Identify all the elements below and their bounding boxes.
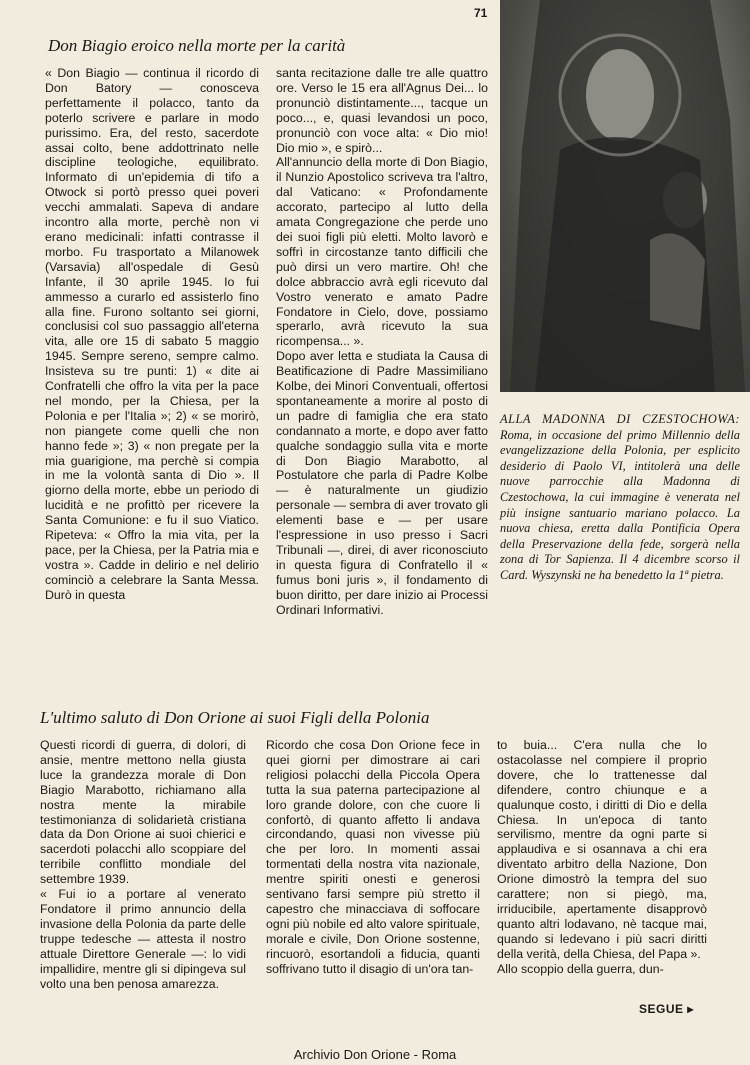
section-2-column-3: to buia... C'era nulla che lo ostacolasse nel compiere il proprio dovere, che lo trattenesse dal difendere, contro chiunque e a qualunque costo, i diritti di Dio e della Chiesa. In un'epoca di tanto servilismo, mentre da ogni parte si applaudiva e si osannava a chi era diventato arbitro della Nazione, Don Orione dimostrò la tempra del suo carattere; non si piegò, ma, irriducibile, apertamente disapprovò quanto altri lodavano, nè tacque mai, quando si ledevano i più sacri diritti della verità, della Chiesa, del Papa ». Allo scoppio della guerra, dun- — [497, 738, 707, 976]
page-number: 71 — [474, 6, 488, 20]
continue-label: SEGUE ▸ — [639, 1002, 694, 1016]
caption-text: Roma, in occasione del primo Millennio della evangelizzazione della Polonia, per esplicito desiderio di Paolo VI, intitolerà una delle nuove parrocchie alla Madonna di Czestochowa, la cui immagine è venerata nel più insigne santuario mariano polacco. La nuova chiesa, eretta dalla Pontificia Opera della Preservazione della fede, sorgerà nella zona di Tor Sapienza. Il 4 dicembre scorso il Card. Wyszynski ne ha benedetto la 1ª pietra. — [500, 427, 740, 582]
caption-lead: ALLA MADONNA DI CZESTOCHOWA: — [500, 412, 740, 426]
section-2-title: L'ultimo saluto di Don Orione ai suoi Figli della Polonia — [40, 708, 430, 727]
archive-footer: Archivio Don Orione - Roma — [293, 1047, 457, 1062]
madonna-icon — [500, 0, 750, 392]
section-1-column-1: « Don Biagio — continua il ricordo di Don Batory — conosceva perfettamente il polacco, tanto da poterlo scrivere e parlare in modo purissimo. Era, del resto, sacerdote assai colto, bene addottrinato nelle discipline teologiche, equilibrato. Informato di un'epidemia di tifo a Otwock si portò presso quei poveri vecchi ammalati. Sapeva di andare incontro alla morte, perchè non vi erano medicinali: infatti contrasse il morbo. Fu trasportato a Milanowek (Varsavia) all'ospedale di Gesù Infante, il 30 aprile 1945. Io fui ammesso a curarlo ed assisterlo fino alla fine. Furono soltanto sei giorni, conclusisi col suo passaggio all'eterna vita, alle ore 15 di sabato 5 maggio 1945. Sempre sereno, sempre calmo. Insisteva su tre punti: 1) « dite ai Confratelli che offro la vita per la pace nel mondo, per la Chiesa, per la Polonia e per l'Italia »; 2) « se morirò, non piangete come quelli che non hanno fede »; 3) « non pregate per la mia guarigione, ma perchè si compia in me la volontà santa di Dio ». Il giorno della morte, ebbe un periodo di lucidità e ne profittò per ricevere la Santa Comunione: e fu il suo Viatico. Ripeteva: « Offro la mia vita, per la pace, per la Chiesa, per la Patria mia e vostra ». Cadde in delirio e nel delirio cominciò a celebrare la Santa Messa. Durò in questa — [45, 66, 259, 602]
madonna-czestochowa-photo — [500, 0, 750, 392]
section-2-column-1: Questi ricordi di guerra, di dolori, di ansie, mentre mettono nella giusta luce la grandezza morale di Don Biagio Marabotto, richiamano alla nostra mente la mirabile testimonianza di solidarietà cristiana data da Don Orione ai suoi chierici e sacerdoti polacchi allo scoppiare del terribile conflitto mondiale del settembre 1939. « Fui io a portare al venerato Fondatore il primo annuncio della invasione della Polonia da parte delle truppe tedesche — attesta il nostro attuale Direttore Generale —: lo vidi impallidire, mentre gli si dipingeva sul volto una ben penosa amarezza. — [40, 738, 246, 991]
section-1-column-2: santa recitazione dalle tre alle quattro ore. Verso le 15 era all'Agnus Dei... lo pronunciò distintamente..., tacque un poco..., e, quasi levandosi un poco, pronunciò con voce alta: « Dio mio! Dio mio », e spirò... All'annuncio della morte di Don Biagio, il Nunzio Apostolico scriveva tra l'altro, dal Vaticano: « Profondamente accorato, partecipo al lutto della amata Congregazione che perde uno dei suoi figli più eletti. Molto lavorò e soffrì in circostanze tanto difficili che può dirsi un vero martire. Oh! che dolce abbraccio avrà egli ricevuto dal Vostro venerato e amato Padre Fondatore in Cielo, dove, possiamo sperarlo, avrà ricevuto la sua ricompensa... ». Dopo aver letta e studiata la Causa di Beatificazione di Padre Massimiliano Kolbe, dei Minori Conventuali, offertosi spontaneamente a morire al posto di un padre di famiglia che era stato condannato a morte, e dopo aver fatto qualche sondaggio sulla vita e morte di Don Biagio Marabotto, al Postulatore che parla di Padre Kolbe — è naturalmente un giudizio personale — sembra di aver trovato gli elementi base e — per usare l'espressione in uso presso i Sacri Tribunali —, direi, di aver riconosciuto in questa figura di Confratello il « fumus boni juris », il fondamento di buon diritto, per dare inizio ai Processi Ordinari Informativi. — [276, 66, 489, 617]
photo-caption — [500, 412, 740, 584]
section-2-column-2: Ricordo che cosa Don Orione fece in quei giorni per dimostrare ai cari religiosi polacchi della Piccola Opera tutta la sua paterna partecipazione al loro grande dolore, con che cuore li confortò, di quanto affetto li andava circondando, quasi non vivesse più che per loro. In momenti assai tormentati della nostra vita nazionale, mentre spiriti onesti e generosi sentivano farsi sempre più stretto il capestro che minacciava di soffocare ogni più nobile ed alto valore spirituale, morale e civile, Don Orione sostenne, rincuorò, esortandoli a fiducia, quanti soffrivano tutto il disagio di un'ora tan- — [266, 738, 480, 976]
section-1-title: Don Biagio eroico nella morte per la carità — [48, 36, 346, 55]
